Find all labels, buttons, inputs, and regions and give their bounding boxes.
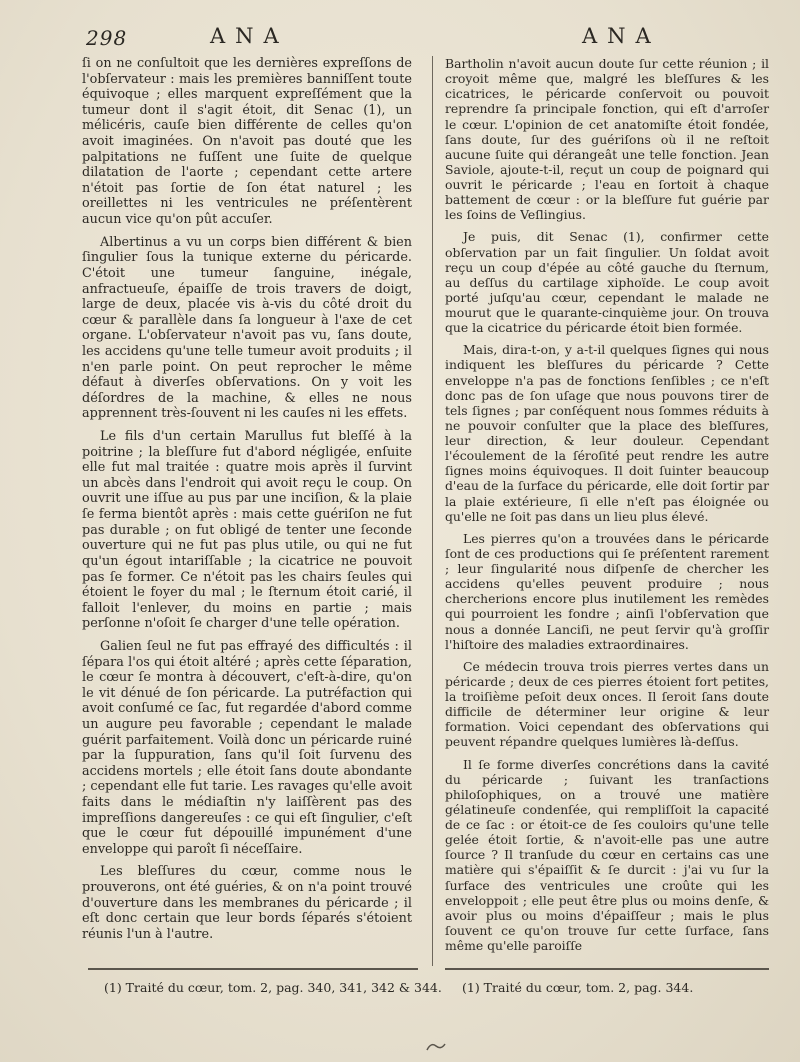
right-column (445, 56, 769, 960)
paragraph: Les pierres qu'on a trouvées dans le péricarde ſont de ces productions qui ſe préſentent rarement ; leur ſingularité nous diſpenſe de chercher les accidens qu'elles peuvent produire ; nous chercherions encore plus inutilement les remèdes qui pourroient les fondre ; ainſi l'obſervation que nous a donnée Lanciſi, ne peut ſervir qu'à groſſir l'hiſtoire des maladies extraordinaires. (445, 530, 769, 652)
running-head-left: ANA (210, 24, 289, 48)
footnote-rule-left (88, 968, 418, 970)
footnote-left: (1) Traité du cœur, tom. 2, pag. 340, 341, 342 & 344. (104, 980, 442, 995)
page-number: 298 (86, 26, 128, 50)
paragraph: Galien ſeul ne fut pas effrayé des difficultés : il ſépara l'os qui étoit altéré ; après cette ſéparation, le cœur ſe montra à découvert, c'eſt-à-dire, qu'on le vit dénué de ſon péricarde. La putréfaction qui avoit conſumé ce ſac, fut regardée d'abord comme un augure peu favorable ; cependant le malade guérit parfaitement. Voilà donc un péricarde ruiné par la ſuppuration, ſans qu'il ſoit ſurvenu des accidens mortels ; elle étoit ſans doute abondante ; cependant elle fut tarie. Les ravages qu'elle avoit faits dans le médiaſtin n'y laiſſèrent pas des impreſſions dangereuſes : ce qui eſt ſingulier, c'eſt que le cœur fut dépouillé impunément d'une enveloppe qui paroît ſi néceſſaire. (82, 638, 412, 857)
paragraph: Le fils d'un certain Marullus fut bleſſé à la poitrine ; la bleſſure fut d'abord négligée, enſuite elle fut mal traitée : quatre mois après il ſurvint un abcès dans l'endroit qui avoit reçu le coup. On ouvrit une iſſue au pus par une inciſion, & la plaie ſe ferma bientôt après : mais cette guériſon ne fut pas durable ; on fut obligé de tenter une ſeconde ouverture qui ne fut pas plus utile, ou qui ne fut qu'un égout intariſſable ; la cicatrice ne pouvoit pas ſe former. Ce n'étoit pas les chairs ſeules qui étoient le foyer du mal ; le ſternum étoit carié, il falloit l'enlever, du moins en partie ; mais perſonne n'oſoit ſe charger d'une telle opération. (82, 429, 412, 632)
footnote-rule-right (445, 968, 769, 970)
paragraph: Bartholin n'avoit aucun doute ſur cette réunion ; il croyoit même que, malgré les bleſſures & les cicatrices, le péricarde conſervoit ou pouvoit reprendre ſa principale fonction, qui eſt d'arroſer le cœur. L'opinion de cet anatomiſte étoit fondée, ſans doute, ſur des guériſons où il ne reſtoit aucune ſuite qui dérangeât une telle fonction. Jean Saviole, ajoute-t-il, reçut un coup de poignard qui ouvrit le péricarde ; l'eau en ſortoit à chaque battement de cœur : or la bleſſure fut guérie par les ſoins de Veſlingius. (445, 56, 769, 223)
running-head-right: ANA (582, 24, 661, 48)
column-divider (432, 56, 433, 966)
paragraph: Mais, dira-t-on, y a-t-il quelques ſignes qui nous indiquent les bleſſures du péricarde ? Cette enveloppe n'a pas de fonctions ſenſibles ; ce n'eſt donc pas de ſon uſage que nous pouvons tirer de tels ſignes ; par conſéquent nous ſommes réduits à ne pouvoir conſulter que la place des bleſſures, leur direction, & leur douleur. Cependant l'écoulement de la ſéroſité peut rendre les autre ſignes moins équivoques. Il doit ſuinter beaucoup d'eau de la ſurface du péricarde, elle doit ſortir par la plaie extérieure, ſi elle n'eſt pas éloignée ou qu'elle ne ſoit pas dans un lieu plus élevé. (445, 342, 769, 524)
paragraph: Ce médecin trouva trois pierres vertes dans un péricarde ; deux de ces pierres étoient fort petites, la troiſième peſoit deux onces. Il ſeroit ſans doute difficile de déterminer leur origine & leur formation. Voici cependant des obſervations qui peuvent répandre quelques lumières là-deſſus. (445, 658, 769, 750)
paragraph: Les bleſſures du cœur, comme nous le prouverons, ont été guéries, & on n'a point trouvé d'ouverture dans les membranes du péricarde ; il eſt donc certain que leur bords ſéparés s'étoient réunis l'un à l'autre. (82, 864, 412, 942)
left-column (82, 56, 412, 950)
paragraph: Albertinus a vu un corps bien différent & bien ſingulier ſous la tunique externe du péricarde. C'étoit une tumeur ſanguine, inégale, anfractueuſe, épaiſſe de trois travers de doigt, large de deux, placée vis à-vis du côté droit du cœur & parallèle dans ſa longueur à l'axe de cet organe. L'obſervateur n'avoit pas vu, ſans doute, les accidens qu'une telle tumeur avoit produits ; il n'en parle point. On peut reprocher le même défaut à diverſes obſervations. On y voit les déſordres de la machine, & elles ne nous apprennent très-ſouvent ni les cauſes ni les effets. (82, 234, 412, 422)
paragraph: Il ſe forme diverſes concrétions dans la cavité du péricarde ; ſuivant les tranſactions philoſophiques, on a trouvé une matière gélatineuſe condenſée, qui rempliſſoit la capacité de ce ſac : or étoit-ce de ſes couloirs qu'une telle gelée étoit ſortie, & n'avoit-elle pas une autre ſource ? Il tranſude du cœur en certains cas une matière qui s'épaiſſit & ſe durcit : j'ai vu ſur la ſurface des ventricules une croûte qui les enveloppoit ; elle peut être plus ou moins denſe, & avoir plus ou moins d'épaiſſeur ; mais le plus ſouvent ce qu'on trouve ſur cette ſurface, ſans même qu'elle paroiſſe (445, 756, 769, 953)
paragraph: ſi on ne conſultoit que les dernières expreſſons de l'obſervateur : mais les premières banniſſent toute équivoque ; elles marquent expreſſément que la tumeur dont il s'agit étoit, dit Senac (1), un mélicéris, cauſe bien différente de celles qu'on avoit imaginées. On n'avoit pas douté que les palpitations ne fuſſent une ſuite de quelque dilatation de l'aorte ; cependant cette artere n'étoit pas ſortie de ſon état naturel ; les oreillettes ni les ventricules ne préſentèrent aucun vice qu'on pût accuſer. (82, 56, 412, 228)
footnote-right: (1) Traité du cœur, tom. 2, pag. 344. (462, 980, 694, 995)
paragraph: Je puis, dit Senac (1), confirmer cette obſervation par un fait ſingulier. Un ſoldat avoit reçu un coup d'épée au côté gauche du ſternum, au deſſus du cartilage xiphoïde. Le coup avoit porté juſqu'au cœur, cependant le malade ne mourut que le quarante-cinquième jour. On trouva que la cicatrice du péricarde étoit bien formée. (445, 229, 769, 336)
page-header (0, 22, 800, 52)
ink-smudge-icon (425, 1040, 447, 1052)
